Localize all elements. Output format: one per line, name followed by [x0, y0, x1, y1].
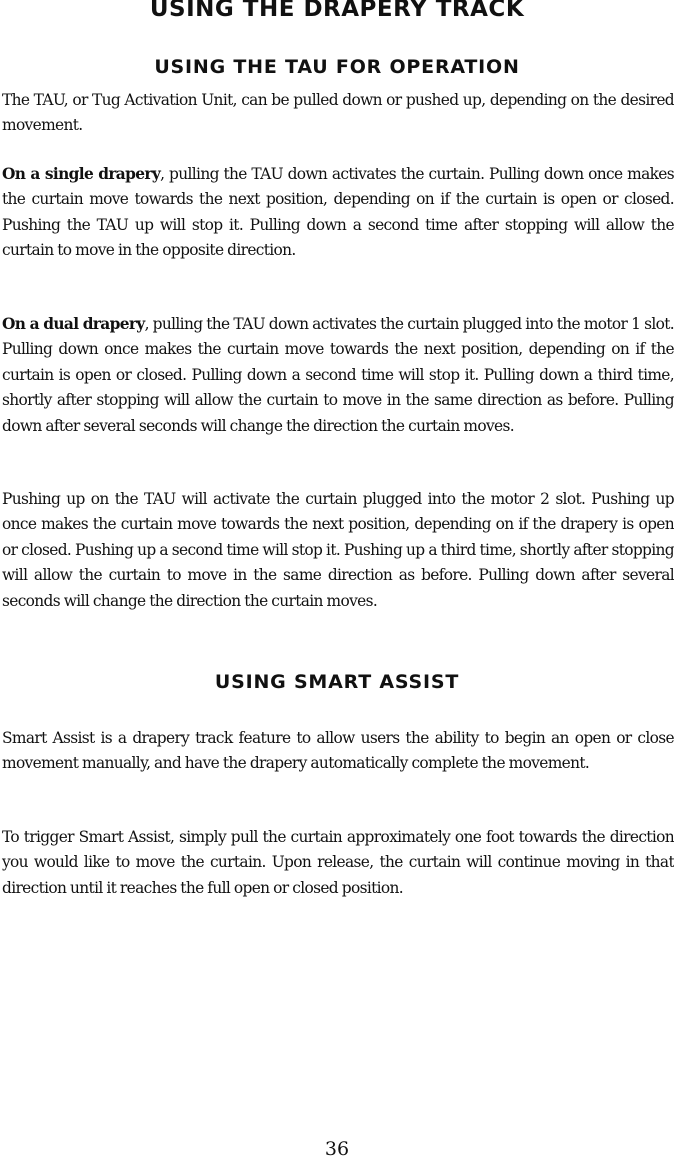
dual-drapery-text: , pulling the TAU down activates the curtain plugged into the motor 1 slot. Pulling down once makes the curtain move towards the next position, depending on if the curtain is open or closed. Pulling down a second time will stop it. Pulling down a third time, shortly after stopping will allow the curtain to move in the same direction as before. Pulling down after several seconds will change the direction the curtain moves. — [2, 315, 674, 435]
dual-drapery-paragraph — [2, 312, 674, 439]
smart-assist-heading: USING SMART ASSIST — [214, 671, 460, 693]
single-drapery-lead: On a single drapery — [2, 165, 161, 183]
single-drapery-paragraph — [2, 162, 674, 264]
pushing-up-paragraph: Pushing up on the TAU will activate the curtain plugged into the motor 2 slot. Pushing up once makes the curtain move towards the next position, depending on if the drapery is open or closed. Pushing up a second time will stop it. Pushing up a third time, shortly after stopping will allow the curtain to move in the same direction as before. Pulling down after several seconds will change the direction the curtain moves. — [2, 490, 674, 610]
dual-drapery-lead: On a dual drapery — [2, 315, 145, 333]
tau-intro-paragraph: The TAU, or Tug Activation Unit, can be pulled down or pushed up, depending on the desired movement. — [2, 91, 674, 135]
tau-section-heading: USING THE TAU FOR OPERATION — [154, 56, 520, 78]
smart-assist-intro-paragraph: Smart Assist is a drapery track feature to allow users the ability to begin an open or close movement manually, and have the drapery automatically complete the movement. — [2, 729, 674, 773]
page-title: USING THE DRAPERY TRACK — [149, 0, 525, 22]
smart-assist-trigger-paragraph: To trigger Smart Assist, simply pull the curtain approximately one foot towards the direction you would like to move the curtain. Upon release, the curtain will continue moving in that direction until it reaches the full open or closed position. — [2, 828, 674, 897]
single-drapery-text: , pulling the TAU down activates the curtain. Pulling down once makes the curtain move towards the next position, depending on if the curtain is open or closed. Pushing the TAU up will stop it. Pulling down a second time after stopping will allow the curtain to move in the opposite direction. — [2, 165, 674, 260]
page-number: 36 — [324, 1138, 350, 1160]
